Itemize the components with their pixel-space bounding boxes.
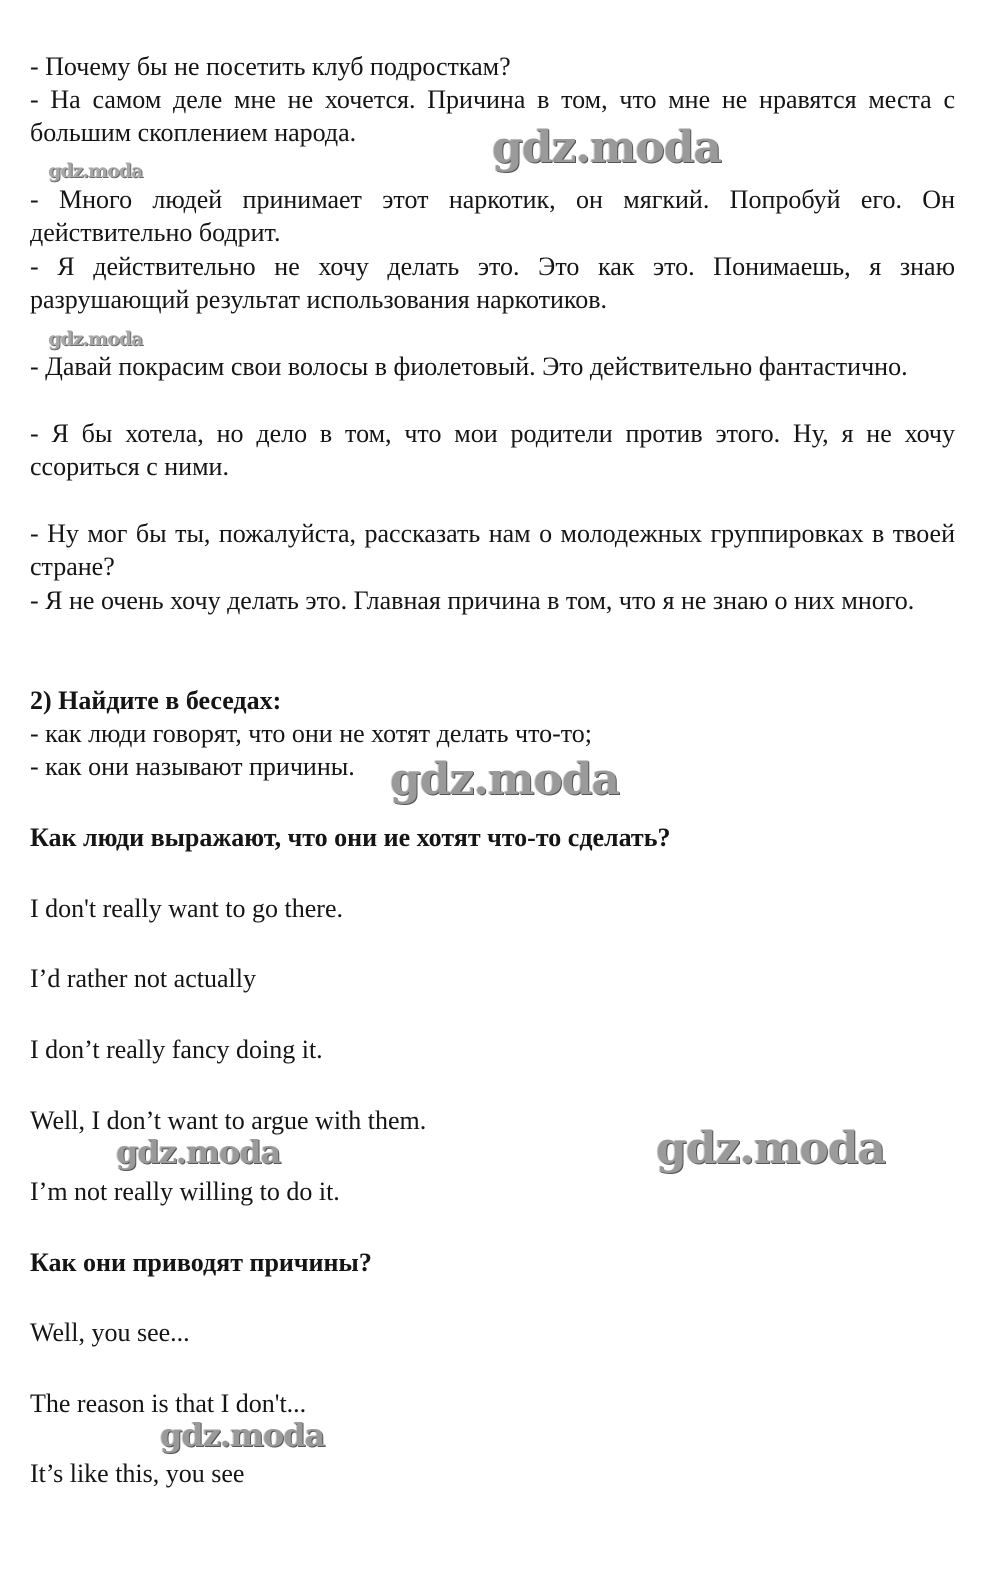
dialogue-line: - Я бы хотела, но дело в том, что мои родители против этого. Ну, я не хочу ссориться с ними.	[30, 419, 955, 481]
phrase-item: The reason is that I don't...	[30, 1389, 307, 1418]
dialogue-line: - Давай покрасим свои волосы в фиолетовый. Это действительно фантастично.	[30, 352, 908, 381]
section-heading-refuse: Как люди выражают, что они ие хотят что-то сделать?	[30, 823, 671, 852]
watermark: gdz.moda	[492, 122, 722, 173]
dialogue-line: - Ну мог бы ты, пожалуйста, рассказать нам о молодежных группировках в твоей стране?	[30, 519, 955, 581]
task-item: - как люди говорят, что они не хотят делать что-то;	[30, 719, 592, 748]
watermark: gdz.moda	[656, 1123, 886, 1174]
dialogue-line: - Я действительно не хочу делать это. Это как это. Понимаешь, я знаю разрушающий результат использования наркотиков.	[30, 252, 955, 314]
task-item: - как они называют причины.	[30, 752, 355, 781]
watermark: gdz.moda	[48, 328, 143, 350]
phrase-item: It’s like this, you see	[30, 1459, 245, 1488]
watermark: gdz.moda	[390, 754, 620, 805]
task-heading: 2) Найдите в беседах:	[30, 686, 282, 715]
watermark: gdz.moda	[116, 1133, 281, 1171]
dialogue-line: - Много людей принимает этот наркотик, он мягкий. Попробуй его. Он действительно бодрит.	[30, 185, 955, 247]
dialogue-line: - Почему бы не посетить клуб подросткам?	[30, 52, 511, 81]
dialogue-line: - Я не очень хочу делать это. Главная причина в том, что я не знаю о них много.	[30, 586, 915, 615]
phrase-item: Well, I don’t want to argue with them.	[30, 1106, 427, 1135]
phrase-item: Well, you see...	[30, 1318, 190, 1347]
section-heading-reasons: Как они приводят причины?	[30, 1248, 372, 1277]
dialogue-line: - На самом деле мне не хочется. Причина в том, что мне не нравятся места с большим скоплением народа.	[30, 85, 955, 147]
phrase-item: I don’t really fancy doing it.	[30, 1035, 323, 1064]
watermark: gdz.moda	[48, 160, 143, 182]
phrase-item: I don't really want to go there.	[30, 894, 343, 923]
watermark: gdz.moda	[160, 1416, 325, 1454]
phrase-item: I’d rather not actually	[30, 964, 256, 993]
phrase-item: I’m not really willing to do it.	[30, 1177, 340, 1206]
